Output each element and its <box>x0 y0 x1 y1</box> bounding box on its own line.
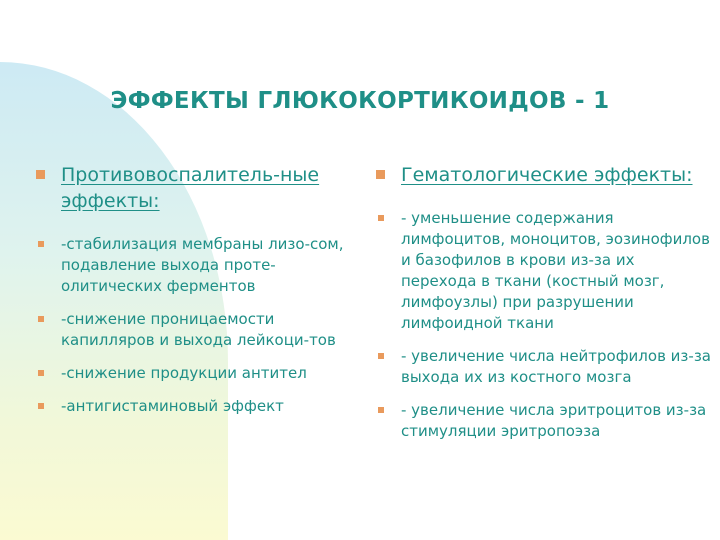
list-item-text: -стабилизация мембраны лизо-сом, подавление выхода проте-олитических ферментов <box>61 235 344 295</box>
square-bullet-icon <box>38 370 44 376</box>
left-heading-item <box>36 162 348 214</box>
list-item <box>376 400 711 442</box>
square-bullet-icon <box>38 241 44 247</box>
list-item-text: -снижение проницаемости капилляров и выхода лейкоци-тов <box>61 310 336 349</box>
left-column <box>36 162 348 429</box>
list-item <box>36 363 348 384</box>
list-item-text: - увеличение числа нейтрофилов из-за выхода их из костного мозга <box>401 347 711 386</box>
list-item-text: -антигистаминовый эффект <box>61 397 284 415</box>
square-bullet-icon <box>376 170 385 179</box>
list-item <box>36 234 348 297</box>
right-column <box>376 162 711 454</box>
square-bullet-icon <box>378 215 384 221</box>
slide-title: ЭФФЕКТЫ ГЛЮКОКОРТИКОИДОВ - 1 <box>110 88 610 114</box>
square-bullet-icon <box>378 407 384 413</box>
list-item <box>36 309 348 351</box>
square-bullet-icon <box>36 170 45 179</box>
right-heading: Гематологические эффекты: <box>401 164 693 186</box>
right-heading-item <box>376 162 711 188</box>
list-item-text: -снижение продукции антител <box>61 364 307 382</box>
list-item <box>376 208 711 334</box>
square-bullet-icon <box>38 316 44 322</box>
list-item <box>376 346 711 388</box>
list-item-text: - уменьшение содержания лимфоцитов, моноцитов, эозинофилов и базофилов в крови из-за их перехода в ткани (костный мозг, лимфоузлы) при разрушении лимфоидной ткани <box>401 209 710 332</box>
left-heading: Противовоспалитель-ные эффекты: <box>61 164 320 212</box>
list-item-text: - увеличение числа эритроцитов из-за стимуляции эритропоэза <box>401 401 707 440</box>
list-item <box>36 396 348 417</box>
square-bullet-icon <box>378 353 384 359</box>
square-bullet-icon <box>38 403 44 409</box>
